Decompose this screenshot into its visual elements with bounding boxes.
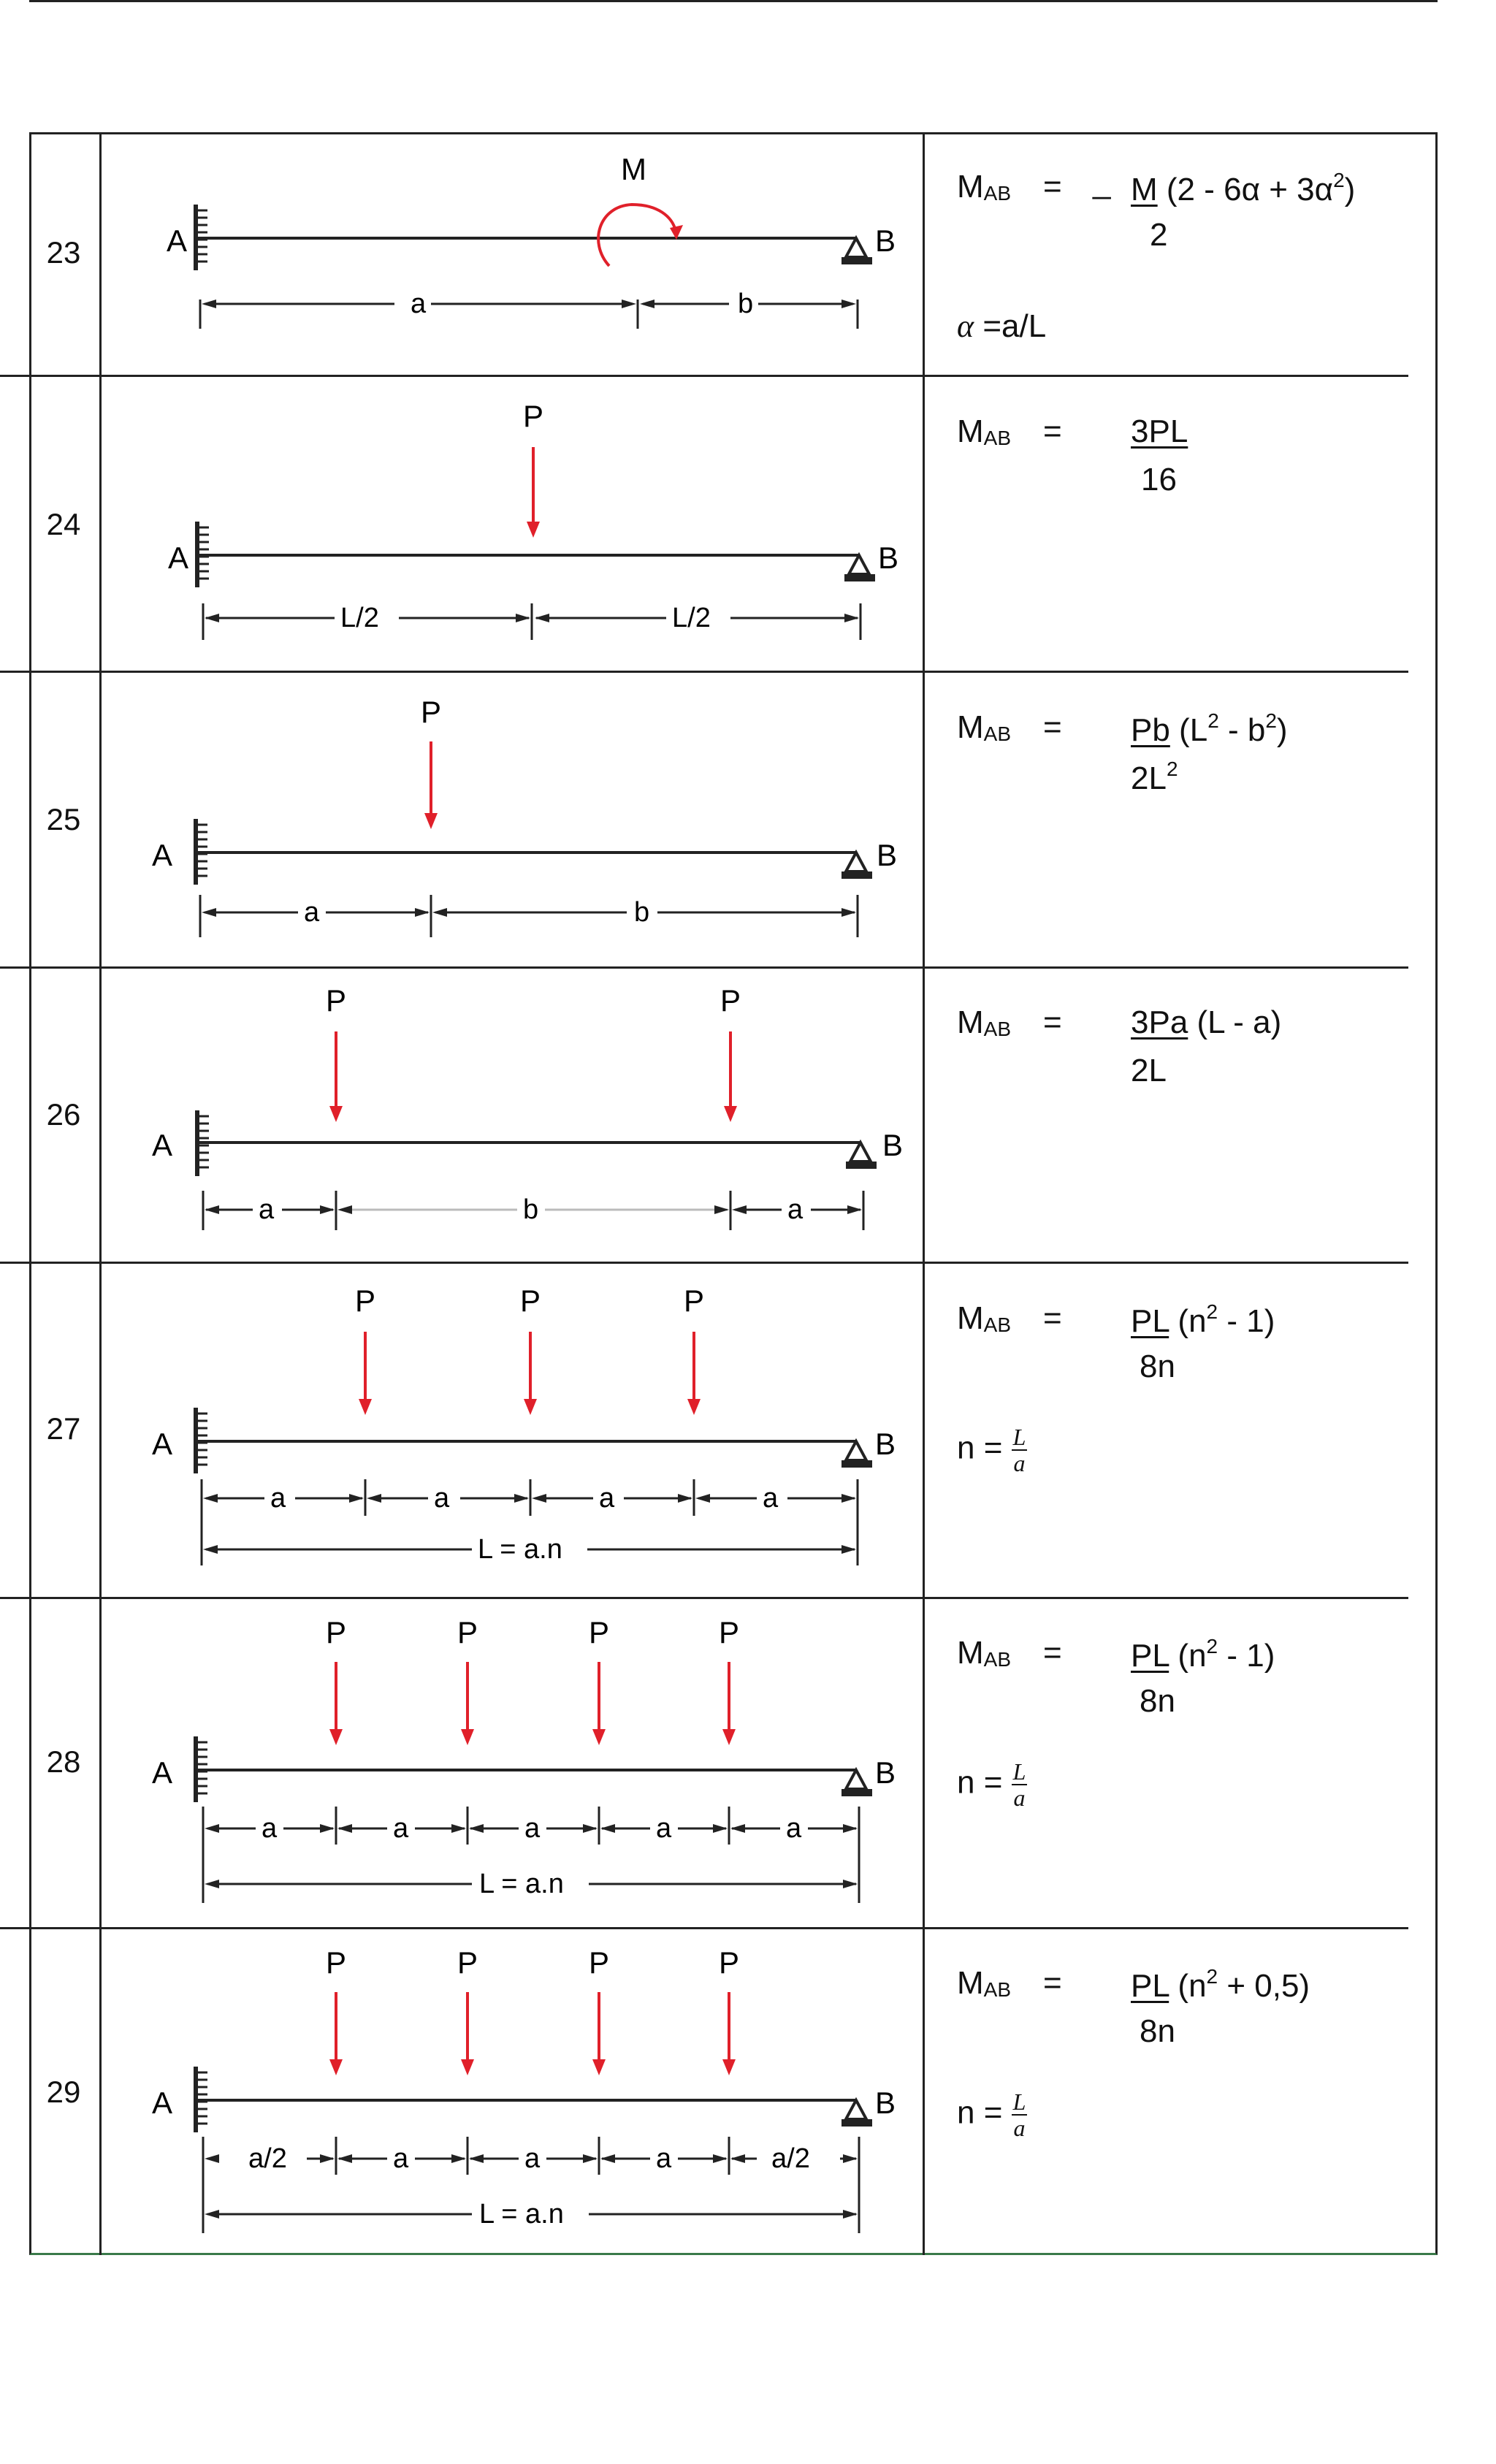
n-definition: n = $\frac{L}{a}$ [957, 1758, 1026, 1811]
label-A: A [152, 1427, 173, 1461]
moment-symbol: M [957, 1965, 984, 2001]
moment-subscript: AB [983, 1648, 1012, 1671]
formula-denominator: 8n [1140, 2013, 1175, 2049]
dim-label: a [270, 1483, 286, 1514]
label-A: A [167, 224, 188, 258]
dim-label: b [738, 289, 754, 319]
dim-label: a [434, 1483, 450, 1514]
dim-label: a [599, 1483, 615, 1514]
n-definition: n = $\frac{L}{a}$ [957, 2089, 1026, 2141]
label-B: B [875, 224, 896, 258]
n-definition: n = $\frac{L}{a}$ [957, 1424, 1026, 1476]
label-P: P [523, 399, 544, 433]
formula-denominator: 16 [1141, 462, 1177, 497]
dim-label: b [634, 897, 650, 928]
label-A: A [152, 838, 173, 872]
label-P: P [684, 1284, 705, 1318]
moment-symbol: M [957, 1004, 984, 1040]
formula-numerator: PL $(n^2 - 1)$ [1131, 1300, 1275, 1339]
label-A: A [152, 1128, 173, 1162]
dim-label: b [523, 1194, 539, 1225]
label-P: P [326, 1615, 347, 1649]
formula-denominator: 2 [1150, 217, 1168, 253]
dim-label: a [411, 289, 427, 319]
dim-total-label: L = a.n [479, 2199, 564, 2230]
minus-sign: _ [1093, 164, 1111, 200]
label-B: B [878, 541, 899, 575]
equals-sign: = [1043, 1965, 1062, 2001]
label-P: P [719, 1945, 740, 1980]
row-number: 27 [46, 1411, 81, 1446]
label-A: A [152, 1755, 173, 1790]
label-P: P [589, 1945, 610, 1980]
beam-diagram [139, 1602, 928, 1923]
label-A: A [152, 2086, 173, 2120]
formula-numerator: 3PL [1131, 413, 1188, 449]
equals-sign: = [1043, 413, 1062, 449]
row-number: 26 [46, 1097, 81, 1132]
equals-sign: = [1043, 169, 1062, 205]
moment-symbol: $M_{AB}$ [957, 169, 1012, 205]
label-P: P [720, 983, 741, 1018]
dim-label: a [262, 1813, 278, 1844]
formula-numerator: PL $(n^2 - 1)$ [1131, 1635, 1275, 1674]
moment-symbol: M [957, 709, 984, 745]
formula-numerator: M $(2 - 6\alpha + 3\alpha^2)$ [1131, 169, 1356, 207]
dim-total-label: L = a.n [479, 1869, 564, 1899]
pin-support [846, 238, 866, 257]
formula-numerator: PL $(n^2 + 0,5)$ [1131, 1965, 1310, 2004]
row-number: 29 [46, 2075, 81, 2109]
label-P: P [719, 1615, 740, 1649]
formula-cell [925, 1630, 1392, 1923]
equals-sign: = [1043, 1300, 1062, 1336]
beam-diagram [139, 380, 928, 665]
beam-diagram [139, 1932, 928, 2254]
beam-diagram [139, 972, 928, 1256]
formula-numerator: 3Pa (L - a) [1131, 1004, 1282, 1040]
dim-label: a [259, 1194, 275, 1225]
dim-label: a [786, 1813, 802, 1844]
row-separator [0, 1927, 1408, 1929]
moment-subscript: AB [983, 1313, 1012, 1336]
row-separator [0, 966, 1408, 969]
row-number: 28 [46, 1744, 81, 1779]
beam-diagram [139, 1267, 928, 1593]
dim-label: a [787, 1194, 804, 1225]
row-number: 24 [46, 507, 81, 541]
formula-denominator: 8n [1140, 1683, 1175, 1719]
row-separator [0, 1597, 1408, 1599]
label-B: B [877, 838, 898, 872]
equals-sign: = [1043, 1004, 1062, 1040]
label-P: P [457, 1945, 478, 1980]
moment-subscript: AB [983, 1018, 1012, 1040]
moment-symbol: M [957, 413, 984, 449]
dim-label: a [304, 897, 320, 928]
dim-label: L/2 [672, 603, 711, 633]
row-number: 23 [46, 235, 81, 270]
label-B: B [875, 2086, 896, 2120]
label-P: P [326, 1945, 347, 1980]
dim-label: a [393, 2143, 409, 2174]
dim-label: a [393, 1813, 409, 1844]
label-P: P [520, 1284, 541, 1318]
column-divider [99, 132, 102, 2255]
row-separator [0, 671, 1408, 673]
dim-label: a/2 [248, 2143, 287, 2174]
beam-diagram [139, 146, 928, 365]
moment-symbol: M [957, 1635, 984, 1671]
moment-arrow [598, 205, 676, 266]
formula-cell [925, 705, 1392, 924]
dim-label: a [524, 2143, 541, 2174]
row-separator [0, 375, 1408, 377]
dim-label: a [524, 1813, 541, 1844]
dim-label: a [656, 1813, 672, 1844]
formula-denominator: 2L [1131, 1053, 1167, 1088]
equals-sign: = [1043, 709, 1062, 745]
label-B: B [875, 1427, 896, 1461]
formula-cell [925, 1961, 1392, 2253]
moment-symbol: M [957, 1300, 984, 1336]
dim-label: a [656, 2143, 672, 2174]
row-number: 25 [46, 802, 81, 836]
row-separator [0, 1262, 1408, 1264]
label-P: P [589, 1615, 610, 1649]
dim-label: a/2 [771, 2143, 810, 2174]
dim-label: L/2 [340, 603, 379, 633]
label-A: A [168, 541, 189, 575]
formula-cell [925, 164, 1392, 369]
formula-cell [925, 1000, 1392, 1219]
label-P: P [326, 983, 347, 1018]
label-M: M [621, 152, 646, 186]
formula-cell [925, 1296, 1392, 1588]
label-B: B [882, 1128, 904, 1162]
beam-diagram [139, 676, 928, 961]
moment-subscript: AB [983, 427, 1012, 449]
formula-cell [925, 409, 1392, 628]
dim-label: a [763, 1483, 779, 1514]
formula-numerator: Pb $(L^2 - b^2)$ [1131, 709, 1288, 748]
dim-total-label: L = a.n [478, 1534, 562, 1565]
formula-denominator: 8n [1140, 1349, 1175, 1384]
label-B: B [875, 1755, 896, 1790]
label-P: P [457, 1615, 478, 1649]
moment-subscript: AB [983, 1978, 1012, 2001]
equals-sign: = [1043, 1635, 1062, 1671]
alpha-definition: α =a/L [957, 308, 1047, 344]
formula-denominator: $2L^2$ [1131, 758, 1178, 796]
moment-subscript: AB [983, 722, 1012, 745]
label-P: P [421, 695, 442, 729]
label-P: P [355, 1284, 376, 1318]
